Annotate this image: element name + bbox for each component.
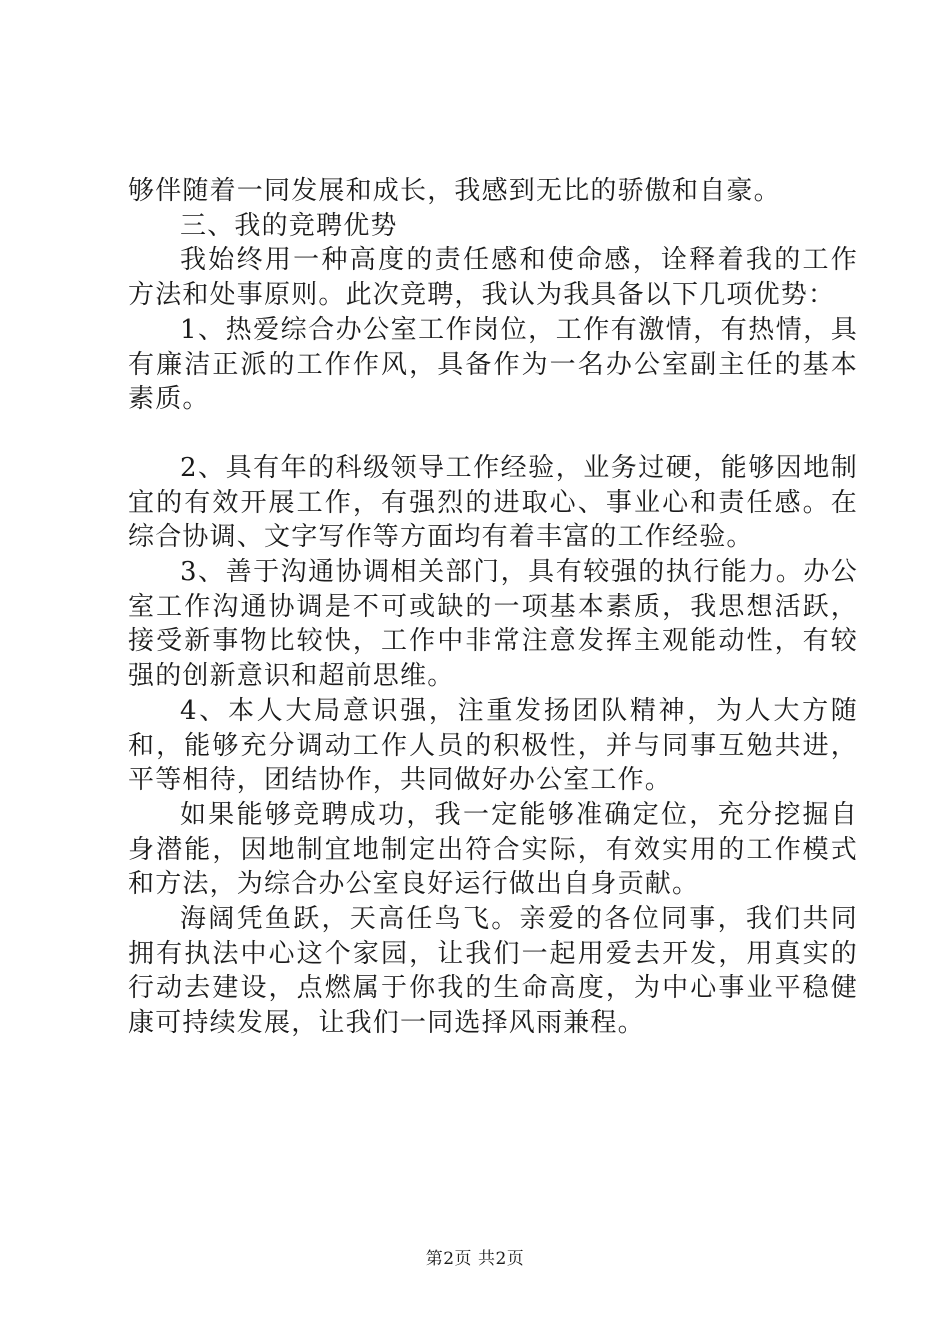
- paragraph-advantage-4: 4、本人大局意识强，注重发扬团队精神，为人大方随和，能够充分调动工作人员的积极性，并与同事互勉共进，平等相待，团结协作，共同做好办公室工作。: [128, 695, 858, 796]
- section-heading: 三、我的竞聘优势: [180, 210, 398, 241]
- paragraph-advantage-3: 3、善于沟通协调相关部门，具有较强的执行能力。办公室工作沟通协调是不可或缺的一项基本素质，我思想活跃，接受新事物比较快，工作中非常注意发挥主观能动性，有较强的创新意识和超前思维。: [128, 557, 858, 692]
- paragraph-advantage-1: 1、热爱综合办公室工作岗位，工作有激情，有热情，具有廉洁正派的工作作风，具备作为一名办公室副主任的基本素质。: [128, 314, 858, 415]
- paragraph-commitment: 如果能够竞聘成功，我一定能够准确定位，充分挖掘自身潜能，因地制宜地制定出符合实际，有效实用的工作模式和方法，为综合办公室良好运行做出自身贡献。: [128, 799, 858, 900]
- paragraph-continuation: 够伴随着一同发展和成长，我感到无比的骄傲和自豪。: [128, 176, 781, 206]
- paragraph-advantage-2: 2、具有年的科级领导工作经验，业务过硬，能够因地制宜的有效开展工作，有强烈的进取心、事业心和责任感。在综合协调、文字写作等方面均有着丰富的工作经验。: [128, 452, 858, 553]
- document-body: [128, 174, 858, 1041]
- paragraph-closing: 海阔凭鱼跃，天高任鸟飞。亲爱的各位同事，我们共同拥有执法中心这个家园，让我们一起用爱去开发，用真实的行动去建设，点燃属于你我的生命高度，为中心事业平稳健康可持续发展，让我们一同选择风雨兼程。: [128, 904, 858, 1039]
- page-footer: 第2页 共2页: [425, 1249, 525, 1269]
- paragraph-intro: 我始终用一种高度的责任感和使命感，诠释着我的工作方法和处事原则。此次竞聘，我认为我具备以下几项优势：: [128, 245, 858, 311]
